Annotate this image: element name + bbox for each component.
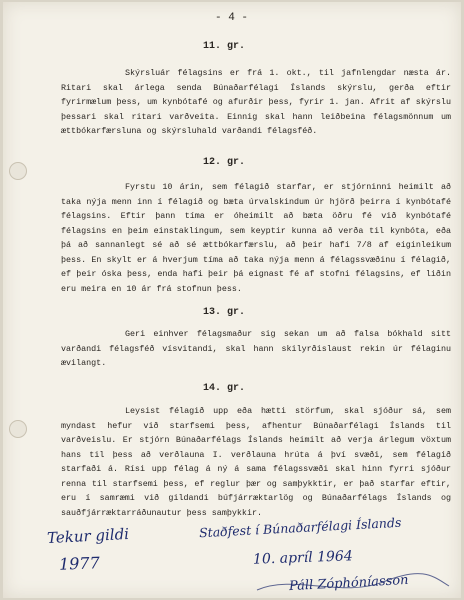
section-text-11-body: Skýrsluár félagsins er frá 1. okt., til jafnlengdar næsta ár. Ritari skal árlega senda Búnaðarfélagi Íslands skýrslu, gerða eftir fyrirmælum þess, um kynbótafé og afurðir þess, fyrir 1. jan. Afrit af skýrslu þessari skal ritari varðveita. Einnig skal hann leiðbeina félagsmönnum um ættbókarfærsluna og skýrsluhald varðandi félagsféð. [61, 68, 451, 136]
handwritten-approval: Staðfest í Búnaðarfélagi Íslands [198, 514, 402, 541]
section-heading-12: 12. gr. [203, 157, 246, 168]
section-heading-14: 14. gr. [203, 383, 246, 394]
section-text-14 [61, 404, 451, 520]
section-text-11 [61, 66, 451, 139]
punch-hole-bottom [9, 420, 27, 438]
section-text-13-body: Geri einhver félagsmaður sig sekan um að falsa bókhald sitt varðandi félagsféð vísvitandi, skal hann skilyrðislaust rekin úr félaginu ævilangt. [61, 329, 451, 368]
document-page [3, 2, 461, 598]
handwritten-signature: Páll Zóphóníasson [288, 572, 409, 595]
signature-flourish [253, 568, 453, 598]
section-heading-13: 13. gr. [203, 307, 246, 318]
section-text-12-body: Fyrstu 10 árin, sem félagið starfar, er stjórninni heimilt að taka nýja menn inn í félagið og bæta úrvalskindum úr hjörð þeirra í kynbótafé félagsins. Eftir þann tíma er óheimilt að bæta öðru fé við kynbótafé félagsins en þeim einstaklingum, sem keyptir kunna að verða til kynbóta, eða þá að sannanlegt sé að sé ættbókarfærslu, að þeir hafi 7/8 af eiginleikum þess. En skylt er á hverjum tíma að taka nýja menn á félagssvæðinu í félagið, ef þeir óska þess, enda hafi þeir þá eignast fé af stofni félagsins, ef liðin eru meira en 10 ár frá stofnun þess. [61, 182, 451, 294]
section-text-13 [61, 327, 451, 371]
section-text-14-body: Leysist félagið upp eða hætti störfum, skal sjóður sá, sem myndast hefur við starfsemi þess, afhentur Búnaðarfélagi Íslands til varðveislu. Er stjórn Búnaðarfélags Íslands heimilt að verja árlegum vöxtum hans til þess að verðlauna I. verðlauna hrúta á því svæði, sem félagið starfaði á. Rísi upp félag á ný á sama félagssvæði skal hinn fyrri sjóður renna til starfsemi þess, ef reglur þær og samþykktir, er það starfar eftir, eru í samræmi við gildandi búfjárræktarlög og Búnaðarfélags Íslands og sauðfjárræktarráðunautur þess samþykkir. [61, 406, 451, 518]
punch-hole-top [9, 162, 27, 180]
section-text-12 [61, 180, 451, 296]
handwritten-approval-date: 10. apríl 1964 [252, 548, 353, 568]
handwritten-effective-label: Tekur gildi [46, 524, 130, 548]
page-number: - 4 - [215, 12, 249, 24]
handwritten-effective-year: 1977 [58, 553, 101, 574]
section-heading-11: 11. gr. [203, 41, 246, 52]
